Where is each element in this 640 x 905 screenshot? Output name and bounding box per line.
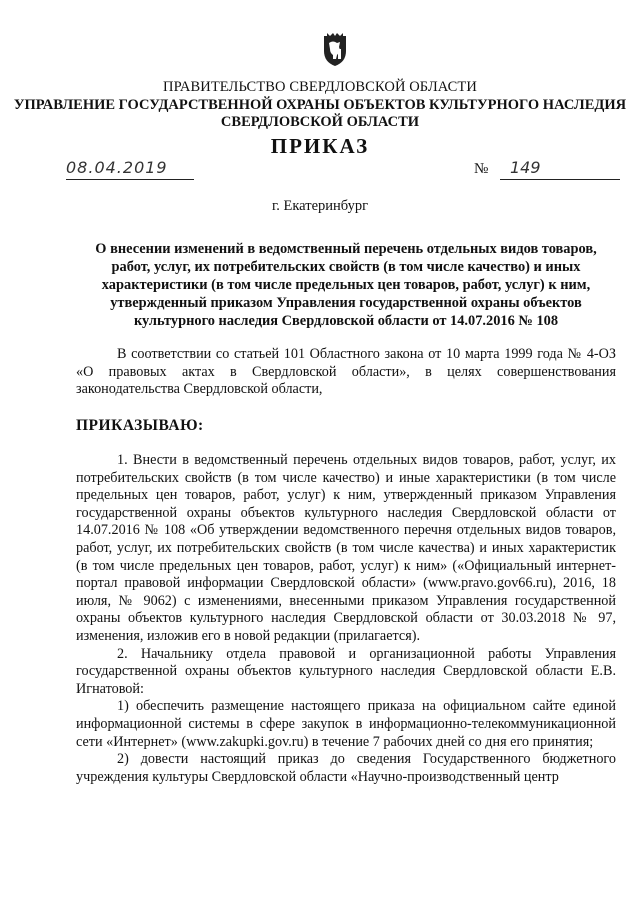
- order-date-field: [66, 158, 194, 182]
- number-underline: [500, 179, 620, 180]
- department-name: [0, 97, 640, 131]
- number-sign: №: [474, 161, 489, 177]
- government-name: ПРАВИТЕЛЬСТВО СВЕРДЛОВСКОЙ ОБЛАСТИ: [163, 79, 477, 95]
- department-line-1: УПРАВЛЕНИЕ ГОСУДАРСТВЕННОЙ ОХРАНЫ ОБЪЕКТОВ КУЛЬТУРНОГО НАСЛЕДИЯ: [13, 97, 627, 113]
- item-2: 2. Начальнику отдела правовой и организационной работы Управления государственной охраны объектов культурного наследия Свердловской области Е.В. Игнатовой:: [76, 645, 616, 697]
- order-word: ПРИКАЗЫВАЮ:: [76, 417, 204, 434]
- order-subject: О внесении изменений в ведомственный перечень отдельных видов товаров, работ, услуг, их потребительских свойств (в том числе качество) и иных характеристики (в том числе предельных цен товаров, работ, услуг) к ним, утвержденный приказом Управления государственной охраны объектов культурного наследия Свердловской области от 14.07.2016 № 108: [95, 241, 597, 329]
- item-2-sub-1: 1) обеспечить размещение настоящего приказа на официальном сайте единой информационной системы в сфере закупок в информационно-телекоммуникационной сети «Интернет» (www.zakupki.gov.ru) в течение 7 рабочих дней со дня его принятия;: [76, 698, 616, 750]
- handwritten-number: 149: [510, 158, 541, 177]
- preamble: В соответствии со статьей 101 Областного закона от 10 марта 1999 года № 4-ОЗ «О правовых актах в Свердловской области», в целях совершенствования законодательства Свердловской области,: [76, 346, 616, 398]
- department-line-2: СВЕРДЛОВСКОЙ ОБЛАСТИ: [220, 114, 420, 130]
- item-1: 1. Внести в ведомственный перечень отдельных видов товаров, работ, услуг, их потребительских свойств (в том числе качество) и иные характеристики (в том числе предельных цен товаров, работ, услуг) к ним, утвержденный приказом Управления государственной охраны объектов культурного наследия Свердловской области от 14.07.2016 № 108 «Об утверждении ведомственного перечня отдельных видов товаров, работ, услуг, их потребительских свойств (в том числе качества) и иных характеристик (в том числе предельных цен товаров, работ, услуг) к ним» («Официальный интернет-портал правовой информации Свердловской области» (www.pravo.gov66.ru), 2016, 18 июля, № 9062) с изменениями, внесенными приказом Управления государственной охраны объектов культурного наследия Свердловской области от 30.03.2018 № 97, изменения, изложив его в новой редакции (прилагается).: [76, 452, 616, 644]
- order-number-field: [474, 158, 620, 182]
- handwritten-date: 08.04.2019: [66, 158, 168, 177]
- document-title: ПРИКАЗ: [270, 134, 370, 158]
- item-2-sub-2: 2) довести настоящий приказ до сведения Государственного бюджетного учреждения культуры Свердловской области «Научно-производственный центр: [76, 751, 616, 785]
- coat-of-arms-icon: [321, 31, 349, 67]
- date-underline: [66, 179, 194, 180]
- order-items: [76, 452, 616, 786]
- city: г. Екатеринбург: [271, 198, 369, 214]
